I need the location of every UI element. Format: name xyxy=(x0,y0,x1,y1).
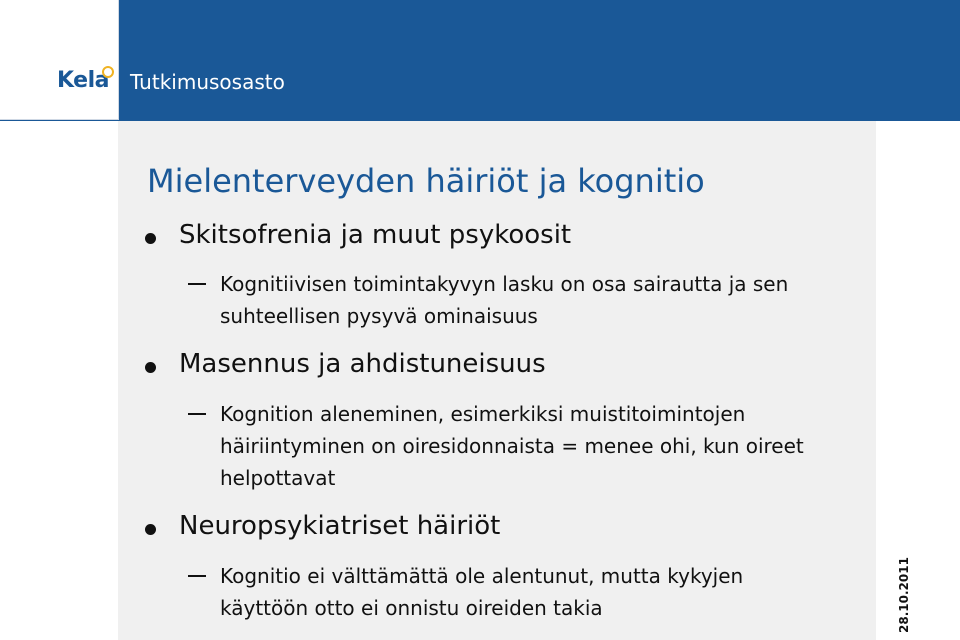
bullet-2-text: Masennus ja ahdistuneisuus xyxy=(179,349,546,379)
slide-title: Mielenterveyden häiriöt ja kognitio xyxy=(147,162,705,200)
bullet-dot-icon xyxy=(145,233,156,244)
bullet-dot-icon xyxy=(145,362,156,373)
department-label: Tutkimusosasto xyxy=(130,70,285,94)
subbullet-2-text: Kognition aleneminen, esimerkiksi muistitoimintojen häiriintyminen on oiresidonnaista = menee ohi, kun oireet helpottavat xyxy=(220,402,804,490)
bullet-3-text: Neuropsykiatriset häiriöt xyxy=(179,511,501,541)
bullet-dot-icon xyxy=(145,524,156,535)
right-margin xyxy=(876,121,960,640)
logo-text: Kela xyxy=(57,68,109,93)
logo-mark-icon xyxy=(102,66,114,78)
header-bar xyxy=(0,0,960,121)
dash-icon xyxy=(188,283,206,285)
dash-icon xyxy=(188,413,206,415)
subbullet-3-text: Kognitio ei välttämättä ole alentunut, mutta kykyjen käyttöön otto ei onnistu oireiden takia xyxy=(220,564,744,620)
bullet-1-text: Skitsofrenia ja muut psykoosit xyxy=(179,220,572,250)
subbullet-1-text: Kognitiivisen toimintakyvyn lasku on osa sairautta ja sen suhteellisen pysyvä ominaisuus xyxy=(220,272,789,328)
kela-logo xyxy=(0,0,119,120)
dash-icon xyxy=(188,575,206,577)
slide-date: 28.10.2011 xyxy=(897,557,911,633)
